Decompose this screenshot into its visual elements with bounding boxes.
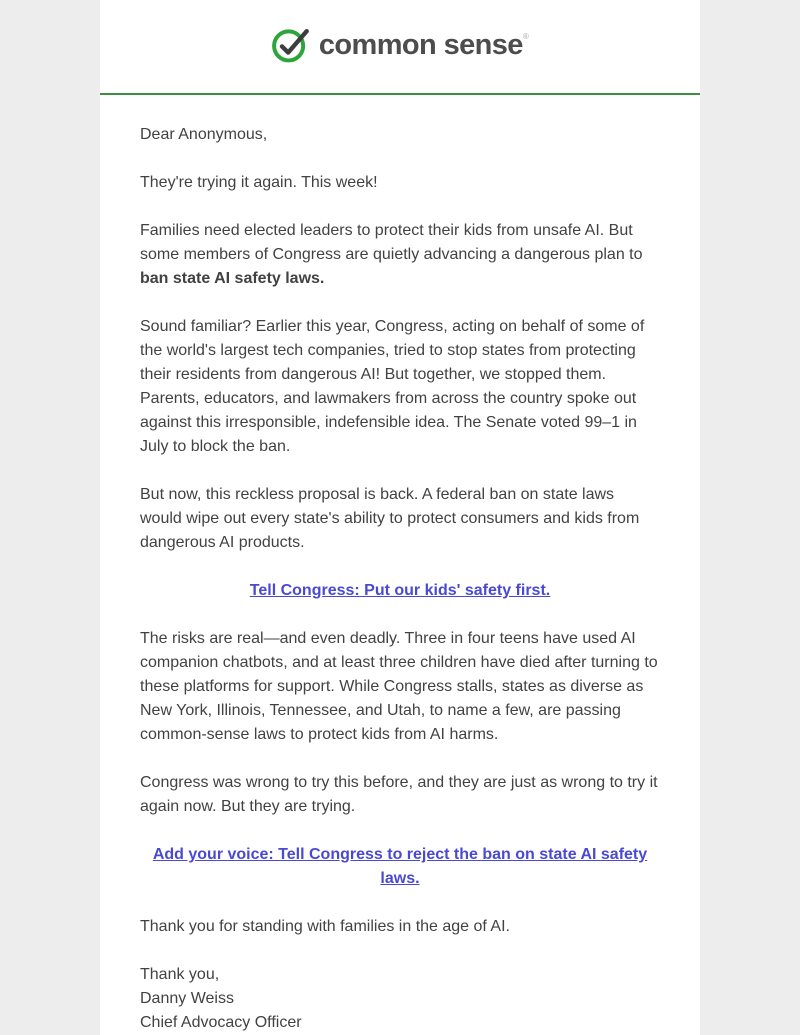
signoff-name: Danny Weiss bbox=[140, 990, 234, 1007]
signoff-block bbox=[140, 963, 660, 1035]
paragraph-trying-again: They're trying it again. This week! bbox=[140, 174, 378, 191]
cta-link-add-voice[interactable]: Add your voice: Tell Congress to reject the ban on state AI safety laws. bbox=[152, 846, 648, 887]
paragraph-families-text: Families need elected leaders to protect their kids from unsafe AI. But some members of Congress are quietly advancing a dangerous plan to bbox=[140, 222, 643, 263]
common-sense-logo[interactable] bbox=[272, 25, 528, 68]
paragraph-congress-wrong: Congress was wrong to try this before, and they are just as wrong to try it again now. But they are trying. bbox=[140, 774, 658, 815]
signoff-title: Chief Advocacy Officer bbox=[140, 1014, 302, 1031]
cta-line-add-voice bbox=[140, 843, 660, 891]
paragraph-greeting: Dear Anonymous, bbox=[140, 126, 268, 143]
cta-link-safety-first[interactable]: Tell Congress: Put our kids' safety first. bbox=[249, 582, 551, 599]
signoff-thanks: Thank you, bbox=[140, 966, 220, 983]
email-header bbox=[100, 0, 700, 93]
paragraph-families bbox=[140, 219, 660, 291]
paragraph-but-now: But now, this reckless proposal is back. A federal ban on state laws would wipe out every state's ability to protect consumers and kids from dangerous AI products. bbox=[140, 486, 640, 551]
paragraph-risks: The risks are real—and even deadly. Three in four teens have used AI companion chatbots, and at least three children have died after turning to these platforms for support. While Congress stalls, states as diverse as New York, Illinois, Tennessee, and Utah, to name a few, are passing common-sense laws to protect kids from AI harms. bbox=[140, 630, 658, 743]
paragraph-sound-familiar: Sound familiar? Earlier this year, Congress, acting on behalf of some of the world's largest tech companies, tried to stop states from protecting their residents from dangerous AI! But together, we stopped them. Parents, educators, and lawmakers from across the country spoke out against this irresponsible, indefensible idea. The Senate voted 99–1 in July to block the ban. bbox=[140, 318, 645, 455]
email-container bbox=[100, 0, 700, 1035]
paragraph-families-bold: ban state AI safety laws. bbox=[140, 270, 325, 287]
logo-wordmark: common sense® bbox=[318, 29, 529, 61]
email-body bbox=[100, 95, 700, 1035]
trademark-symbol: ® bbox=[522, 32, 529, 41]
paragraph-thank-families: Thank you for standing with families in the age of AI. bbox=[140, 918, 510, 935]
checkmark-circle-icon bbox=[272, 25, 310, 68]
cta-line-safety-first bbox=[140, 579, 660, 603]
